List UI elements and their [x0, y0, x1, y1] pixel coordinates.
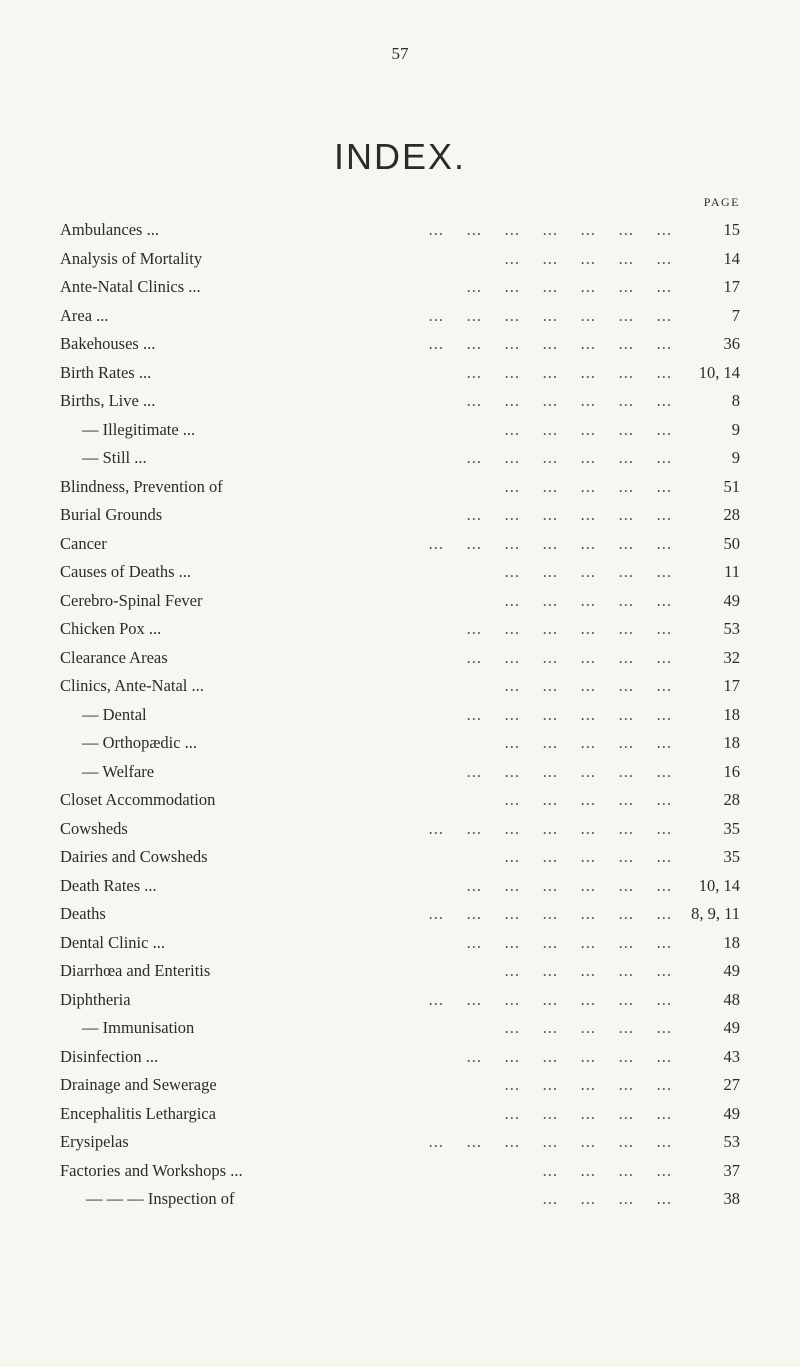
index-entry-page: 49	[723, 961, 740, 980]
index-entry-label: Diarrhœa and Enteritis	[60, 961, 211, 980]
index-entry	[60, 900, 740, 929]
index-entry-label: Ante-Natal Clinics ...	[60, 277, 201, 296]
index-entry-page: 16	[723, 761, 740, 781]
index-entry-label: Drainage and Sewerage	[60, 1075, 217, 1094]
index-entry-label: Encephalitis Lethargica	[60, 1103, 216, 1123]
index-entry-label: — Orthopædic ...	[82, 733, 198, 752]
index-entry-leader: ... ... ... ... ... ... ...	[428, 220, 672, 239]
index-entry-label: Dairies and Cowsheds	[60, 847, 208, 866]
index-entry-label: — Still ...	[82, 448, 147, 467]
index-entry-leader: ... ... ... ... ...	[504, 476, 672, 496]
index-entry-leader: ... ... ... ... ... ...	[466, 1046, 672, 1066]
index-entry-label: Clearance Areas	[60, 647, 168, 667]
index-entry-page: 9	[731, 448, 740, 467]
index-entry-page: 27	[723, 1075, 740, 1094]
index-entry-page: 9	[731, 419, 740, 439]
index-entry-page: 28	[723, 790, 740, 809]
index-entry	[60, 1157, 740, 1186]
index-entry-leader: ... ... ... ... ... ...	[466, 761, 672, 781]
index-entry-leader: ... ... ... ... ... ... ...	[428, 305, 672, 325]
index-entry-leader: ... ... ... ... ...	[504, 733, 672, 752]
index-entry	[60, 615, 740, 644]
index-entry	[60, 587, 740, 616]
index-entry-label: Closet Accommodation	[60, 790, 216, 809]
index-entry-page: 53	[723, 1132, 740, 1151]
index-entry	[60, 245, 740, 274]
index-entry-label: Death Rates ...	[60, 875, 157, 895]
index-entry-page: 50	[723, 533, 740, 553]
index-entry-page: 15	[723, 220, 740, 239]
index-entry-page: 17	[723, 676, 740, 695]
index-entry-label: — — — Inspection of	[86, 1189, 235, 1208]
index-entry	[60, 273, 740, 302]
index-entry-leader: ... ... ... ... ... ...	[466, 647, 672, 667]
index-entry	[60, 416, 740, 445]
index-entry	[60, 216, 740, 245]
index-entry-page: 32	[723, 647, 740, 667]
index-entry-page: 49	[723, 1103, 740, 1123]
index-entry-page: 51	[723, 476, 740, 496]
index-entry	[60, 330, 740, 359]
index-entry-label: Bakehouses ...	[60, 334, 156, 353]
index-entry-leader: ... ... ... ... ... ...	[466, 277, 672, 296]
index-entry-leader: ... ... ... ... ...	[504, 676, 672, 695]
index-entry-leader: ... ... ... ...	[542, 1189, 672, 1208]
index-entry-leader: ... ... ... ... ...	[504, 419, 672, 439]
index-entry-label: — Dental	[82, 704, 147, 724]
index-entry-label: — Welfare	[82, 761, 155, 781]
index-entry-page: 18	[723, 704, 740, 724]
index-entry-label: Burial Grounds	[60, 505, 163, 524]
index-entry-page: 10, 14	[698, 362, 740, 382]
index-entry	[60, 1100, 740, 1129]
index-entry	[60, 957, 740, 986]
index-entry-leader: ... ... ... ... ...	[504, 248, 672, 268]
index-entry-label: Cerebro-Spinal Fever	[60, 590, 203, 610]
index-entry-label: Cowsheds	[60, 818, 128, 838]
index-entry-page: 38	[723, 1189, 740, 1208]
index-entry-page: 37	[723, 1160, 740, 1180]
index-entry-leader: ... ... ... ... ...	[504, 562, 672, 581]
index-entry-label: Disinfection ...	[60, 1046, 159, 1066]
index-entry-page: 10, 14	[698, 875, 740, 895]
index-entry	[60, 302, 740, 331]
index-entry-leader: ... ... ... ... ... ... ...	[428, 1132, 672, 1151]
page-column-header: PAGE	[703, 195, 740, 209]
index-entry-page: 43	[723, 1046, 740, 1066]
index-entry-leader: ... ... ... ... ...	[504, 1075, 672, 1094]
index-entry	[60, 1043, 740, 1072]
index-entry	[60, 1071, 740, 1100]
index-entry	[60, 786, 740, 815]
index-entry-leader: ... ... ... ... ...	[504, 590, 672, 610]
index-entry-page: 14	[723, 248, 740, 268]
index-entry-leader: ... ... ... ... ... ...	[466, 704, 672, 724]
index-entry	[60, 758, 740, 787]
index-entry-label: — Illegitimate ...	[82, 419, 196, 439]
index-entry	[60, 872, 740, 901]
index-entry-leader: ... ... ... ... ... ...	[466, 362, 672, 382]
index-entry-leader: ... ... ... ... ... ... ...	[428, 818, 672, 838]
index-entry-leader: ... ... ... ... ... ...	[466, 391, 672, 410]
index-entry-label: Clinics, Ante-Natal ...	[60, 676, 204, 695]
index-entry-leader: ... ... ... ... ... ... ...	[428, 334, 672, 353]
index-entry	[60, 501, 740, 530]
index-entry-page: 8	[731, 391, 740, 410]
index-entry	[60, 530, 740, 559]
index-entry-page: 49	[723, 590, 740, 610]
index-entry-page: 17	[723, 277, 740, 296]
index-entry-leader: ... ... ... ... ... ...	[466, 875, 672, 895]
index-entry-page: 28	[723, 505, 740, 524]
index-entry-leader: ... ... ... ... ...	[504, 1018, 672, 1037]
index-entry-leader: ... ... ... ... ... ...	[466, 448, 672, 467]
index-entry-label: Erysipelas	[60, 1132, 129, 1151]
page-number: 57	[391, 44, 409, 63]
index-entry	[60, 444, 740, 473]
index-entry-label: Diphtheria	[60, 989, 131, 1009]
index-entry	[60, 1185, 740, 1214]
index-entry-leader: ... ... ... ... ... ...	[466, 932, 672, 952]
index-entry-leader: ... ... ... ... ... ... ...	[428, 989, 672, 1009]
index-entry-leader: ... ... ... ...	[542, 1160, 672, 1180]
index-entry	[60, 843, 740, 872]
index-entry-label: Cancer	[60, 533, 107, 553]
index-entry-page: 53	[723, 619, 740, 638]
index-entry	[60, 672, 740, 701]
index-entry-label: Factories and Workshops ...	[60, 1160, 243, 1180]
index-entry-page: 18	[723, 733, 740, 752]
index-entry	[60, 1128, 740, 1157]
index-entry-page: 7	[731, 305, 740, 325]
index-entry	[60, 473, 740, 502]
index-entry-page: 49	[723, 1018, 740, 1037]
index-entry-leader: ... ... ... ... ... ...	[466, 619, 672, 638]
index-entry-page: 36	[723, 334, 740, 353]
index-list	[60, 216, 740, 1214]
index-entry-page: 11	[724, 562, 740, 581]
index-entry-page: 18	[723, 932, 740, 952]
index-entry	[60, 815, 740, 844]
index-entry-label: Dental Clinic ...	[60, 932, 165, 952]
index-entry-label: Analysis of Mortality	[60, 248, 203, 268]
index-entry-label: — Immunisation	[82, 1018, 195, 1037]
index-entry-leader: ... ... ... ... ...	[504, 961, 672, 980]
index-entry	[60, 986, 740, 1015]
index-entry	[60, 558, 740, 587]
index-entry-label: Chicken Pox ...	[60, 619, 162, 638]
index-entry-label: Births, Live ...	[60, 391, 156, 410]
index-entry-label: Deaths	[60, 904, 106, 923]
index-entry-leader: ... ... ... ... ...	[504, 1103, 672, 1123]
index-entry-page: 35	[723, 818, 740, 838]
index-entry-page: 48	[723, 989, 740, 1009]
page-title: INDEX.	[333, 136, 467, 177]
index-entry-label: Causes of Deaths ...	[60, 562, 192, 581]
index-entry-leader: ... ... ... ... ... ... ...	[428, 904, 672, 923]
index-entry	[60, 359, 740, 388]
index-entry	[60, 644, 740, 673]
index-entry-leader: ... ... ... ... ... ...	[466, 505, 672, 524]
index-entry	[60, 387, 740, 416]
index-entry-label: Blindness, Prevention of	[60, 476, 223, 496]
index-entry-leader: ... ... ... ... ... ... ...	[428, 533, 672, 553]
index-entry	[60, 929, 740, 958]
index-entry-page: 35	[723, 847, 740, 866]
index-entry	[60, 1014, 740, 1043]
index-entry-page: 8, 9, 11	[691, 904, 740, 923]
index-entry	[60, 701, 740, 730]
index-entry-label: Ambulances ...	[60, 220, 159, 239]
index-entry-label: Area ...	[60, 305, 109, 325]
index-entry-leader: ... ... ... ... ...	[504, 790, 672, 809]
index-entry-leader: ... ... ... ... ...	[504, 847, 672, 866]
index-entry	[60, 729, 740, 758]
index-entry-label: Birth Rates ...	[60, 362, 152, 382]
